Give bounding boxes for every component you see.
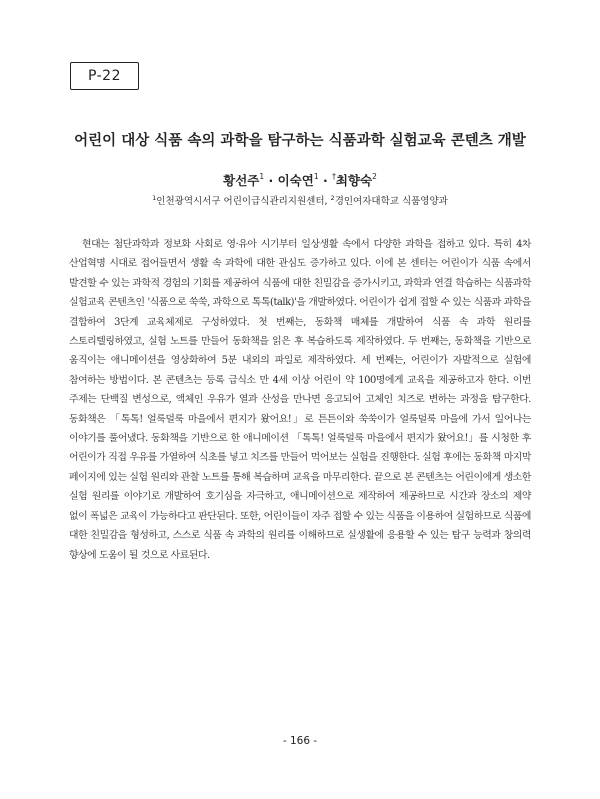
author-list — [0, 171, 600, 189]
author-name: 이숙연 — [277, 173, 314, 188]
author-separator: · — [318, 173, 333, 188]
affiliation-text: 경인여자대학교 식품영양과 — [334, 196, 448, 207]
abstract-body: 현대는 첨단과학과 정보화 사회로 영·유아 시기부터 일상생활 속에서 다양한 과학을 접하고 있다. 특히 4차 산업혁명 시대로 접어들면서 생활 속 과학에 대한 관심도 증가하고 있다. 이에 본 센터는 어린이가 식품 속에서 발견할 수 있는 과학적 경험의 기회를 제공하여 식품에 대한 친밀감을 증가시키고, 과학과 연결 학습하는 식품과학 실험교육 콘텐츠인 '식품으로 쑥쑥, 과학으로 톡톡(talk)'을 개발하였다. 어린이가 쉽게 접할 수 있는 식품과 과학을 결합하여 3단계 교육체제로 구성하였다. 첫 번째는, 동화책 매체를 개발하여 식품 속 과학 원리를 스토리텔링하였고, 실험 노트를 만들어 동화책을 읽은 후 복습하도록 제작하였다. 두 번째는, 동화책을 기반으로 움직이는 애니메이션을 영상화하여 5분 내외의 파일로 제작하였다. 세 번째는, 어린이가 자발적으로 실험에 참여하는 방법이다. 본 콘텐츠는 등록 급식소 만 4세 이상 어린이 약 100명에게 교육을 제공하고자 한다. 이번 주제는 단백질 변성으로, 액체인 우유가 열과 산성을 만나면 응고되어 고체인 치즈로 변하는 과정을 탐구한다. 동화책은 「톡톡! 얼룩덜룩 마을에서 편지가 왔어요!」로 튼튼이와 쑥쑥이가 얼룩덜룩 마을에 가서 일어나는 이야기를 풀어냈다. 동화책을 기반으로 한 애니메이션 「톡톡! 얼룩덜룩 마을에서 편지가 왔어요!」를 시청한 후 어린이가 직접 우유를 가열하여 식초를 넣고 치즈를 만들어 먹어보는 실험을 진행한다. 실험 후에는 동화책 마지막 페이지에 있는 실험 원리와 관찰 노트를 통해 복습하며 교육을 마무리한다. 끝으로 본 콘텐츠는 어린이에게 생소한 실험 원리를 이야기로 개발하여 호기심을 자극하고, 애니메이션으로 제작하여 제공하므로 시간과 장소의 제약 없이 폭넓은 교육이 가능하다고 판단된다. 또한, 어린이들이 자주 접할 수 있는 식품을 이용하여 실험하므로 식품에 대한 친밀감을 형성하고, 스스로 식품 속 과학의 원리를 이해하므로 실생활에 응용할 수 있는 탐구 능력과 창의력 향상에 도움이 될 것으로 사료된다. — [69, 239, 531, 561]
author-separator: · — [264, 173, 278, 188]
affil-mark: 2 — [330, 194, 335, 202]
affiliation-text: 인천광역시서구 어린이급식관리지원센터, — [156, 196, 331, 207]
corresponding-author-mark: † — [332, 172, 336, 181]
author-name: 최향숙 — [335, 173, 373, 188]
affiliation-line — [0, 193, 600, 207]
affil-mark: 1 — [152, 194, 157, 202]
author-affil-mark: 1 — [313, 172, 319, 181]
paper-title: 어린이 대상 식품 속의 과학을 탐구하는 식품과학 실험교육 콘텐츠 개발 — [74, 133, 526, 149]
author-affil-mark: 2 — [372, 172, 377, 181]
poster-code-label: P-22 — [70, 62, 139, 90]
author-name: 황선주 — [223, 173, 260, 188]
page-number: - 166 - — [282, 735, 318, 747]
author-affil-mark: 1 — [259, 172, 265, 181]
